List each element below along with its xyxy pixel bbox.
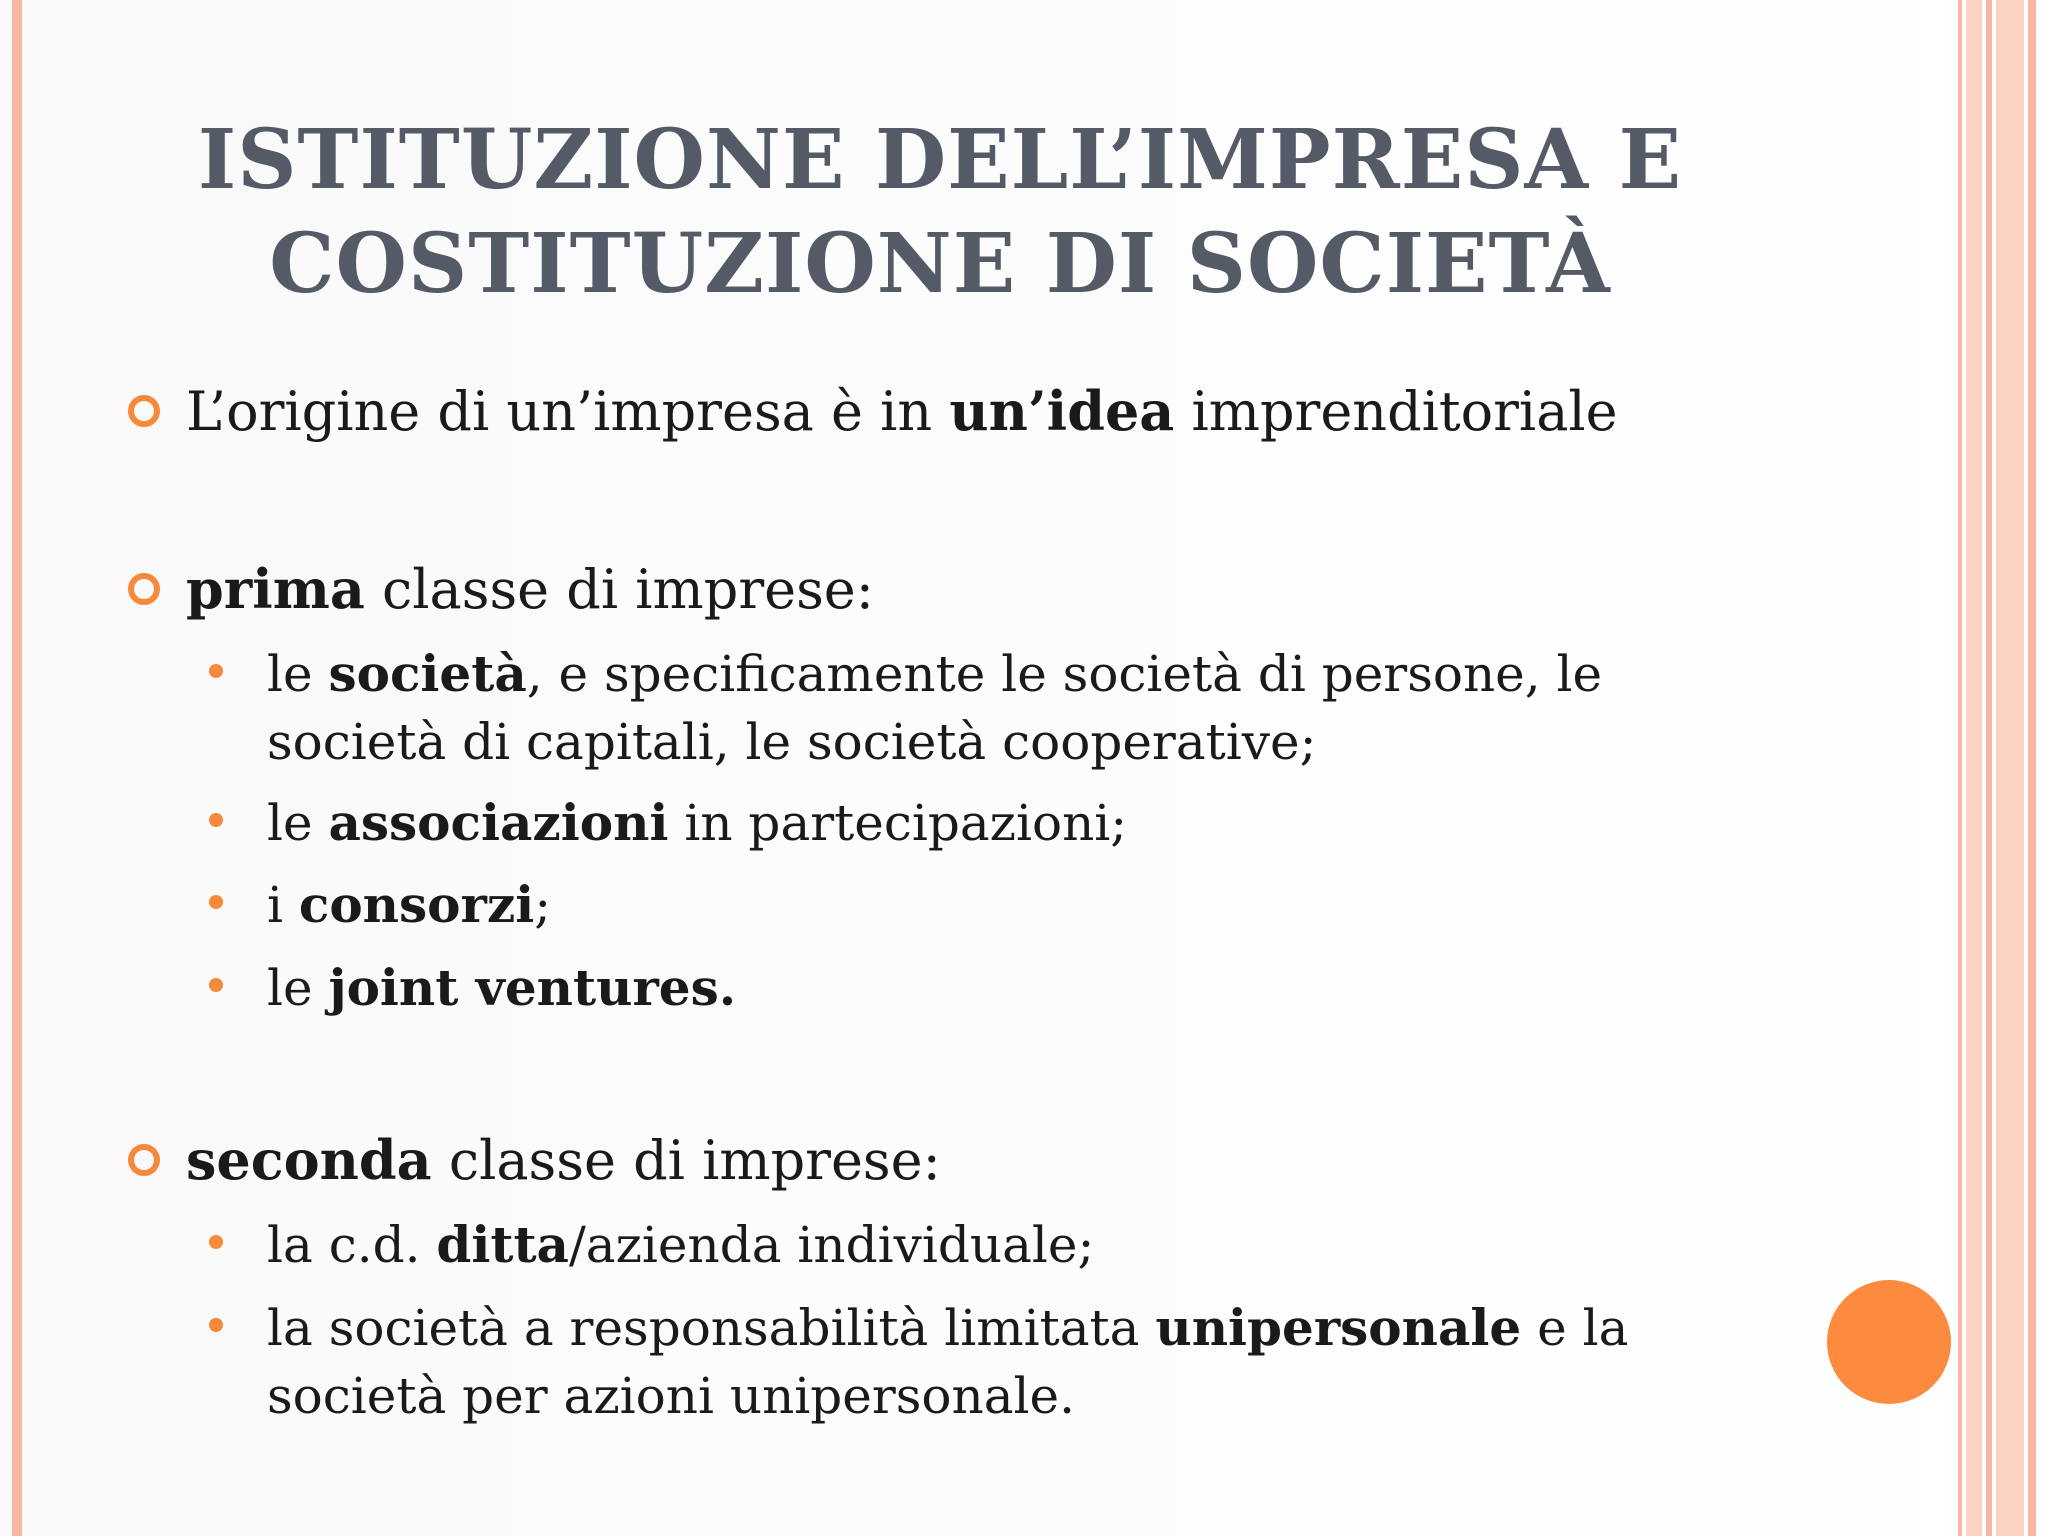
bullet-second-class <box>186 1126 1806 1195</box>
bullet-origin <box>186 377 1806 446</box>
sub-bullet-text: , e specificamente le società di persone, le società di capitali, le società cooperative; <box>267 645 1603 771</box>
sub-bullet-text: le <box>267 645 329 703</box>
title-line-1: ISTITUZIONE DELL’IMPRESA E <box>197 112 1683 208</box>
sub-bullet-bold: unipersonale <box>1155 1298 1522 1357</box>
right-border-stripe <box>1986 0 1992 1536</box>
bullet-text: classe di imprese: <box>431 1129 941 1192</box>
sub-bullet-societa <box>267 640 1717 776</box>
right-border-stripe <box>2028 0 2036 1536</box>
sub-bullet-associazioni <box>267 789 1717 857</box>
dot-bullet-icon <box>209 1235 223 1249</box>
ring-bullet-icon <box>128 395 160 427</box>
sub-bullet-text: le <box>267 959 329 1017</box>
right-border-stripe <box>1996 0 2024 1536</box>
sub-bullet-bold: ditta <box>436 1215 569 1274</box>
sub-bullet-ditta <box>267 1211 1717 1279</box>
sub-bullet-text: ; <box>534 876 552 934</box>
dot-bullet-icon <box>209 895 223 909</box>
sub-bullet-text: la società a responsabilità limitata <box>267 1299 1156 1357</box>
bullet-bold: un’idea <box>949 379 1175 443</box>
ring-bullet-icon <box>128 1144 160 1176</box>
sub-bullet-joint-ventures <box>267 954 1717 1022</box>
sub-bullet-text: i <box>267 876 299 934</box>
sub-bullet-text: e la società per azioni unipersonale. <box>267 1299 1629 1425</box>
dot-bullet-icon <box>209 813 223 827</box>
bullet-text: classe di imprese: <box>364 558 874 621</box>
bullet-first-class <box>186 555 1806 624</box>
bullet-bold: seconda <box>186 1128 432 1192</box>
right-border-stripe <box>1958 0 1962 1536</box>
sub-bullet-bold: joint ventures. <box>328 958 737 1017</box>
sub-bullet-unipersonale <box>267 1294 1717 1430</box>
dot-bullet-icon <box>209 978 223 992</box>
title-line-2: COSTITUZIONE DI SOCIETÀ <box>269 216 1611 312</box>
sub-bullet-text: le <box>267 794 329 852</box>
sub-bullet-text: la c.d. <box>267 1216 437 1274</box>
dot-bullet-icon <box>209 664 223 678</box>
sub-bullet-bold: consorzi <box>298 875 535 934</box>
sub-bullet-text: in partecipazioni; <box>668 794 1128 852</box>
sub-bullet-bold: società <box>328 644 527 703</box>
sub-bullet-consorzi <box>267 871 1717 939</box>
bullet-text: imprenditoriale <box>1174 380 1618 443</box>
right-border-stripe <box>1966 0 1982 1536</box>
sub-bullet-text: /azienda individuale; <box>568 1216 1095 1274</box>
bullet-bold: prima <box>186 557 365 621</box>
ring-bullet-icon <box>128 573 160 605</box>
sub-bullet-bold: associazioni <box>328 793 669 852</box>
bullet-text: L’origine di un’impresa è in <box>186 380 950 443</box>
dot-bullet-icon <box>209 1318 223 1332</box>
